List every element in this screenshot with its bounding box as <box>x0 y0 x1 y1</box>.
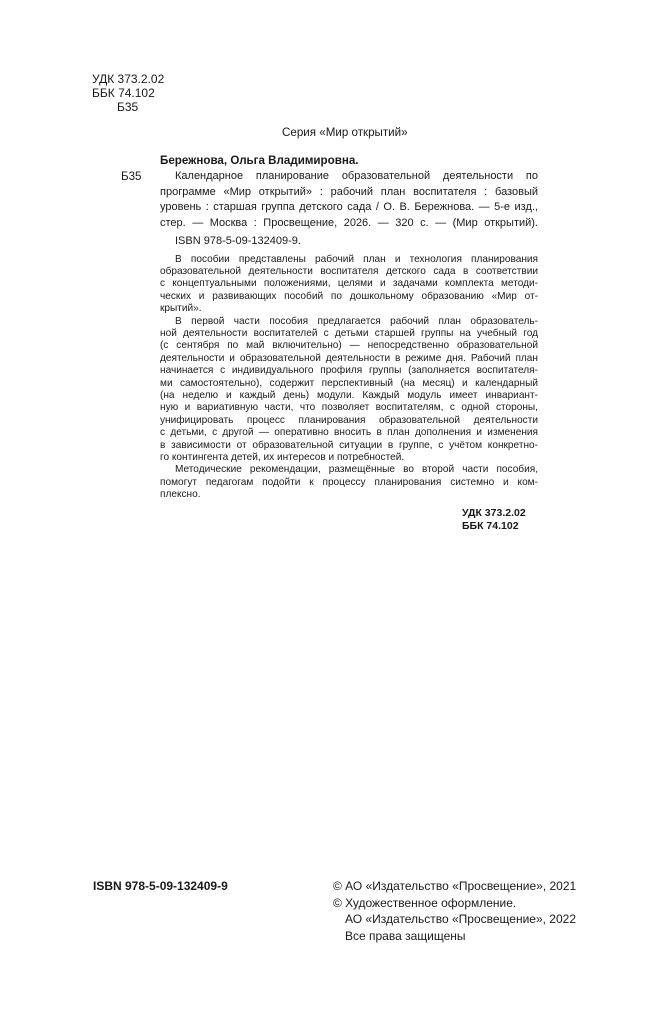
abstract-line: ми самостоятельно), содержит перспективный (на месяц) и календарный <box>160 377 538 389</box>
footer-bbk: ББК 74.102 <box>462 519 519 532</box>
main-text <box>121 125 538 533</box>
abstract-line: Методические рекомендации, размещённые во второй части пособия, <box>175 464 538 476</box>
copyright-line: АО «Издательство «Просвещение», 2022 <box>345 912 577 926</box>
abstract-line: помогут педагогам подойти к процессу планирования системно и ком- <box>160 476 538 488</box>
abstract-line: ную и вариативную части, что позволяет воспитателям, с одной стороны, <box>160 402 538 414</box>
udk-code: УДК 373.2.02 <box>92 72 165 86</box>
series-title: Серия «Мир открытий» <box>282 126 408 139</box>
description-line: стер. — Москва : Просвещение, 2026. — 320 с. — (Мир открытий). <box>160 216 538 229</box>
copyright-block <box>333 878 576 944</box>
abstract-line: с детьми, с другой — оперативно вносить в план дополнения и изменения <box>160 427 538 439</box>
abstract-line: ной деятельности воспитателей с детьми старшей группы на учебный год <box>160 327 538 339</box>
description-line: программе «Мир открытий» : рабочий план воспитателя : базовый <box>160 185 538 198</box>
abstract-line: плексно. <box>160 489 201 501</box>
abstract-line: унифицировать процесс планирования образовательной деятельности <box>160 414 538 426</box>
abstract-line: го контингента детей, их интересов и потребностей. <box>160 452 405 463</box>
abstract-line: В пособии представлены рабочий план и технология планирования <box>175 253 538 265</box>
abstract-line: ческих и развивающих пособий по дошкольному образованию «Мир от- <box>160 290 538 302</box>
bibliographic-description <box>121 169 538 250</box>
author-code: Б35 <box>117 100 139 114</box>
abstract-line: в зависимости от образовательной ситуации в группе, с учётом конкретно- <box>160 439 538 451</box>
footer-codes <box>160 507 538 533</box>
description-line: уровень : старшая группа детского сада / О. В. Бережнова. — 5-е изд., <box>160 201 538 213</box>
footer-udk: УДК 373.2.02 <box>462 506 526 519</box>
abstract-line: с концептуальными положениями, целями и задачами комплекта методи- <box>160 278 538 290</box>
bottom-isbn: ISBN 978-5-09-132409-9 <box>93 879 228 893</box>
isbn-line: ISBN 978-5-09-132409-9. <box>175 235 301 247</box>
abstract-line: образовательной деятельности воспитателя детского сада в соответствии <box>160 265 538 277</box>
bbk-code: ББК 74.102 <box>92 86 155 100</box>
copyright-line: © Художественное оформление. <box>333 895 517 910</box>
copyright-line: © АО «Издательство «Просвещение», 2021 <box>333 879 577 893</box>
description-line: Календарное планирование образовательной деятельности по <box>175 170 538 182</box>
author-name: Бережнова, Ольга Владимировна. <box>160 154 359 167</box>
classification-header <box>92 72 164 114</box>
abstract-line: начинается с индивидуального профиля группы (заполняется воспитателя- <box>160 365 538 377</box>
abstract-line: (на неделю и каждый день) модули. Каждый модуль имеет инвариант- <box>160 389 538 401</box>
side-code: Б35 <box>121 170 142 183</box>
abstract <box>160 254 538 502</box>
abstract-line: деятельности и образовательной деятельности в режиме дня. Рабочий план <box>160 352 538 364</box>
copyright-line: Все права защищены <box>345 928 466 943</box>
abstract-line: (с сентября по май включительно) — непосредственно образовательной <box>160 340 538 352</box>
abstract-line: крытий». <box>160 303 202 315</box>
abstract-line: В первой части пособия предлагается рабочий план образователь- <box>175 315 538 327</box>
